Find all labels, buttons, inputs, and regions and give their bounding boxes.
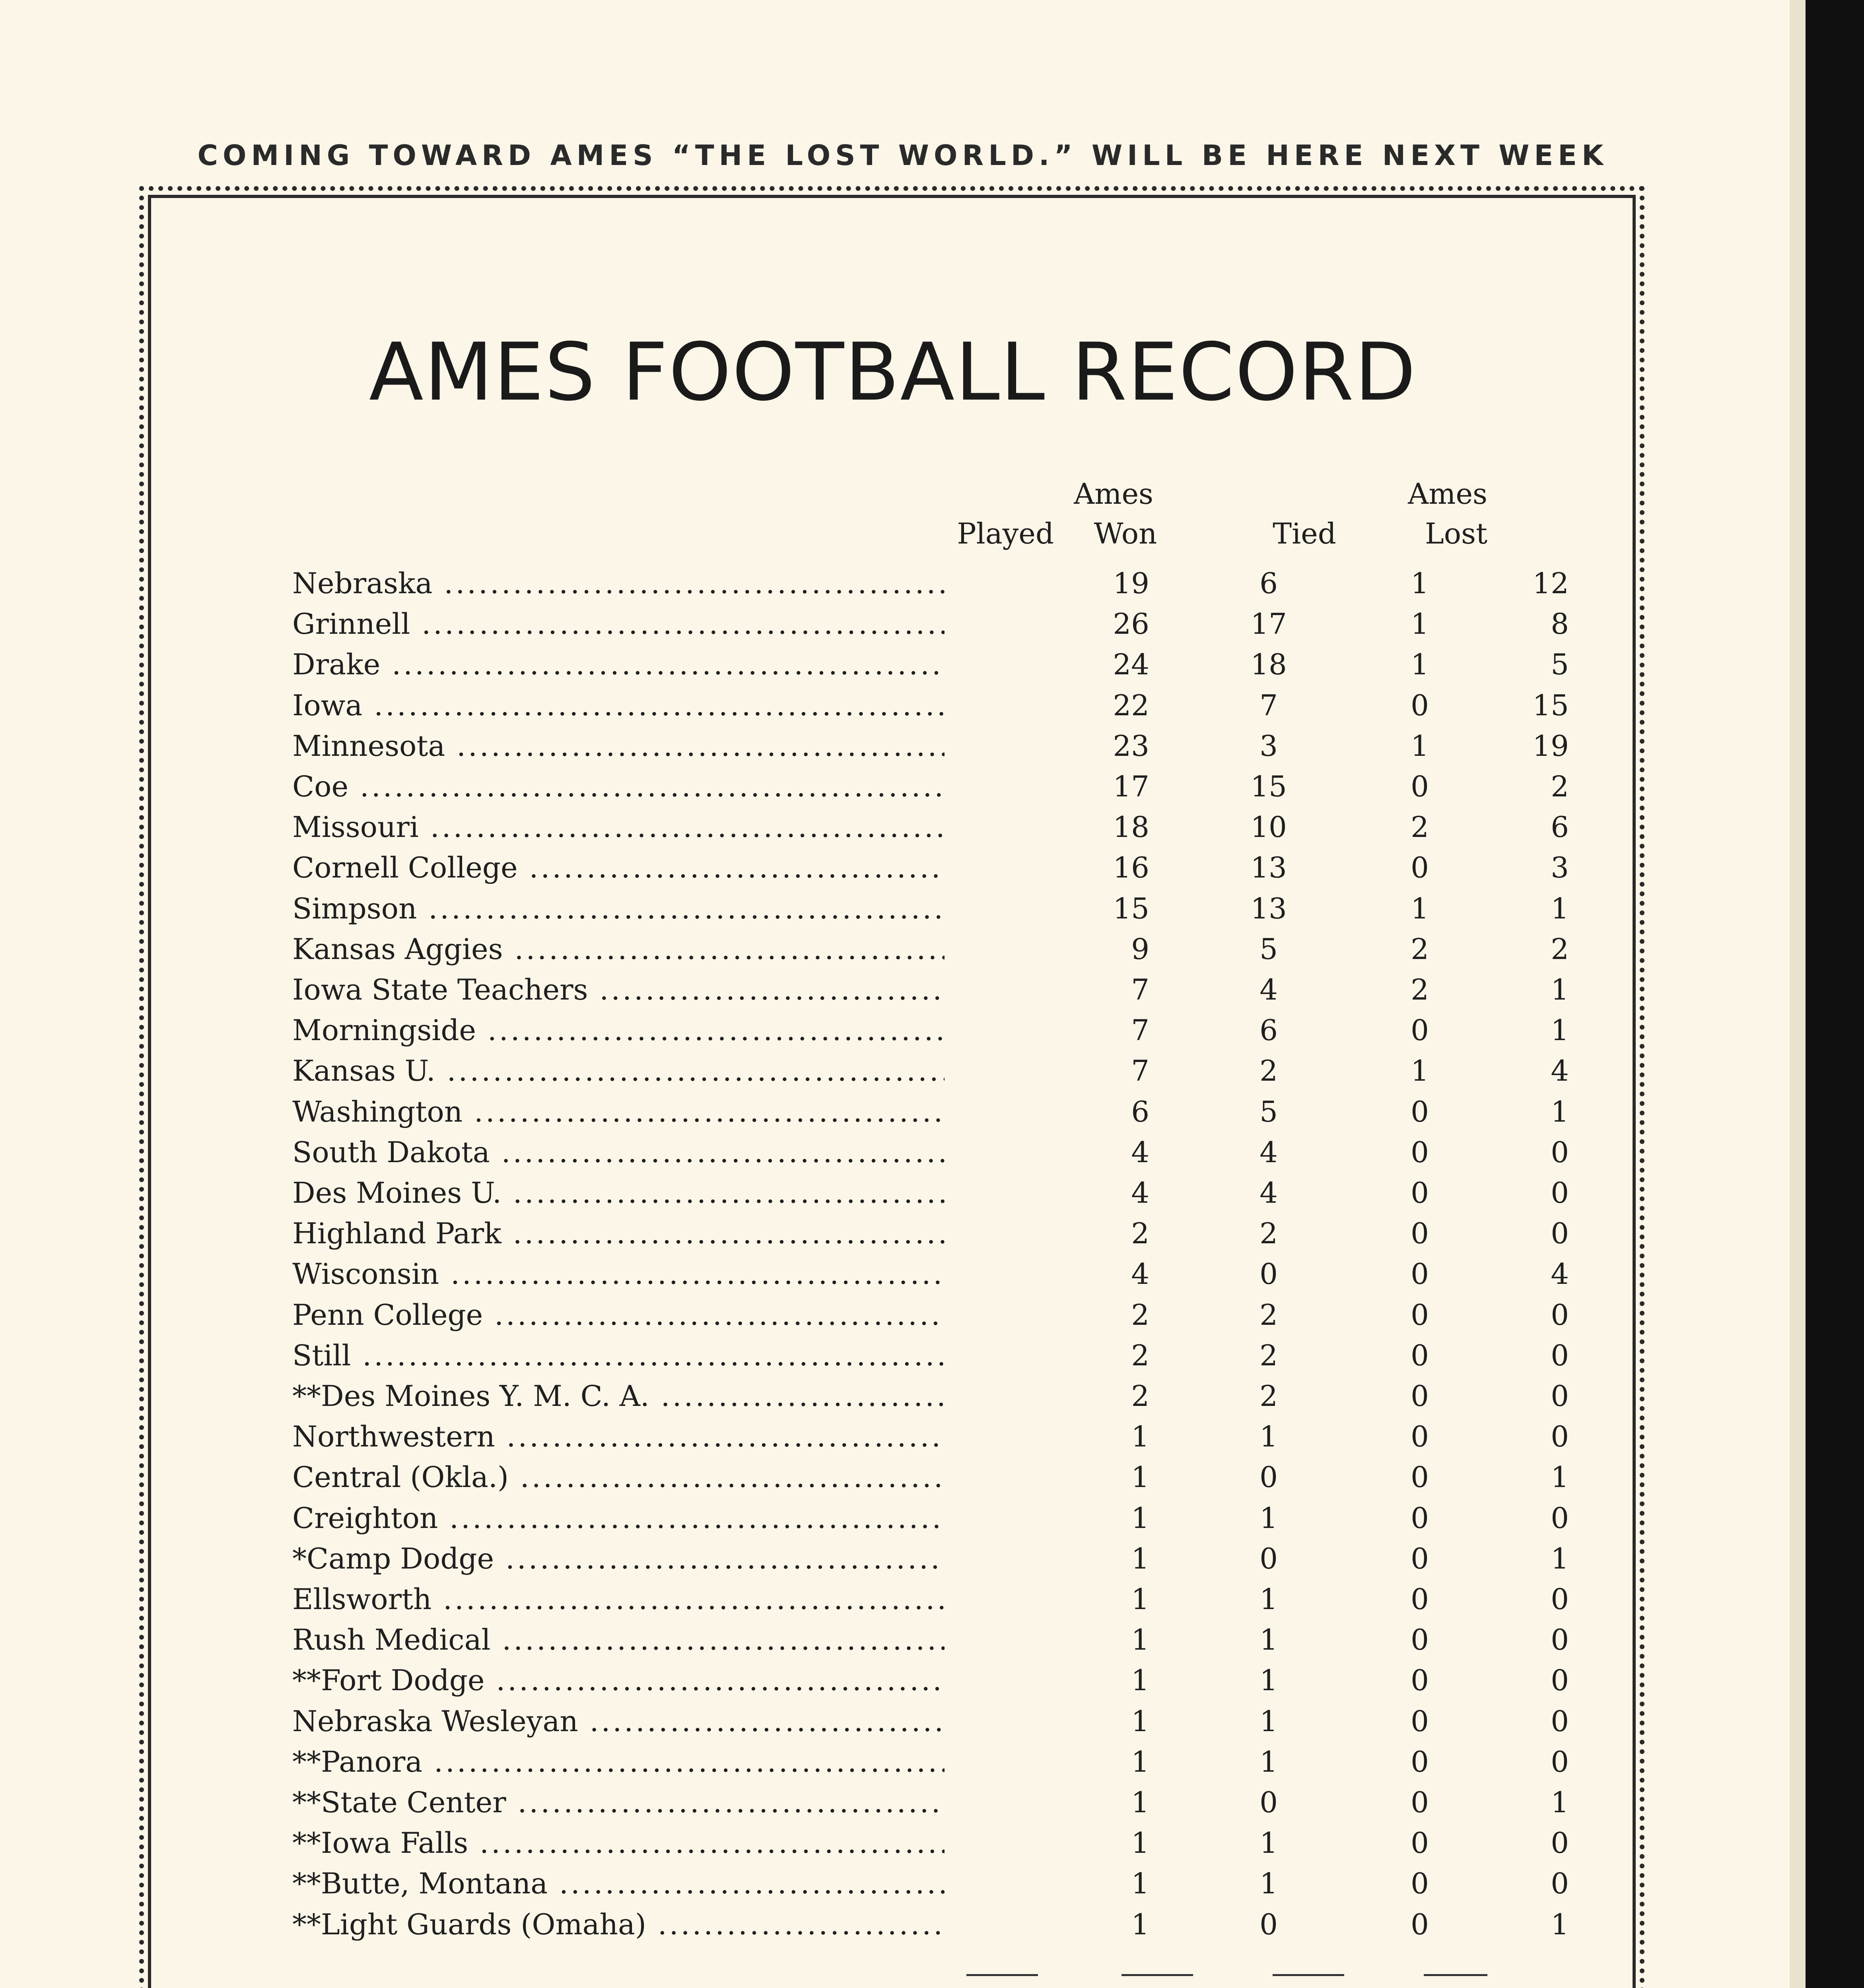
team-name: Missouri ..... [292, 810, 945, 844]
table-row [292, 729, 1569, 769]
lost-cell: 0 [1551, 1501, 1569, 1535]
tied-cell: 1 [1411, 729, 1429, 763]
team-name: Kansas U. ..... [292, 1054, 945, 1087]
table-row [292, 973, 1569, 1013]
won-cell: 5 [1260, 932, 1278, 966]
played-cell: 1 [1131, 1664, 1149, 1697]
tied-cell: 0 [1411, 1460, 1429, 1494]
played-cell: 4 [1131, 1136, 1149, 1169]
table-row [292, 1054, 1569, 1094]
table-row [292, 1298, 1569, 1338]
tied-cell: 0 [1411, 1582, 1429, 1616]
tied-cell: 1 [1411, 1054, 1429, 1087]
table-row [292, 892, 1569, 932]
played-cell: 1 [1131, 1867, 1149, 1900]
lost-cell: 1 [1551, 1013, 1569, 1047]
played-cell: 1 [1131, 1460, 1149, 1494]
table-row [292, 851, 1569, 891]
lost-cell: 0 [1551, 1176, 1569, 1209]
played-cell: 24 [1113, 648, 1149, 681]
played-cell: 1 [1131, 1420, 1149, 1453]
tied-cell: 1 [1411, 607, 1429, 641]
table-row [292, 1095, 1569, 1135]
tied-cell: 0 [1411, 1542, 1429, 1575]
lost-cell: 0 [1551, 1623, 1569, 1656]
table-row [292, 1339, 1569, 1378]
total-rule-tied [1273, 1974, 1344, 1976]
col-header-won-top: Ames [1074, 477, 1153, 511]
tied-cell: 0 [1411, 1786, 1429, 1819]
table-row [292, 1460, 1569, 1500]
won-cell: 7 [1260, 689, 1278, 722]
tied-cell: 0 [1411, 1623, 1429, 1656]
won-cell: 1 [1260, 1867, 1278, 1900]
team-name: **Des Moines Y. M. C. A. ..... [292, 1379, 945, 1413]
table-row [292, 1908, 1569, 1947]
lost-cell: 3 [1551, 851, 1569, 884]
played-cell: 7 [1131, 973, 1149, 1006]
table-row [292, 1420, 1569, 1460]
team-name: Cornell College ..... [292, 851, 945, 884]
team-name: *Camp Dodge ..... [292, 1542, 945, 1575]
played-cell: 1 [1131, 1582, 1149, 1616]
total-rule-lost [1424, 1974, 1487, 1976]
won-cell: 6 [1260, 567, 1278, 600]
played-cell: 17 [1113, 770, 1149, 803]
tied-cell: 2 [1411, 810, 1429, 844]
team-name: **Fort Dodge ..... [292, 1664, 945, 1697]
table-row [292, 607, 1569, 647]
col-header-played: Played [957, 517, 1054, 550]
tied-cell: 0 [1411, 851, 1429, 884]
won-cell: 2 [1260, 1217, 1278, 1250]
team-name: Ellsworth ..... [292, 1582, 945, 1616]
played-cell: 7 [1131, 1013, 1149, 1047]
table-row [292, 689, 1569, 728]
table-row [292, 1013, 1569, 1053]
played-cell: 1 [1131, 1826, 1149, 1860]
lost-cell: 1 [1551, 1908, 1569, 1941]
lost-cell: 6 [1551, 810, 1569, 844]
won-cell: 1 [1260, 1664, 1278, 1697]
team-name: Des Moines U. ..... [292, 1176, 945, 1209]
won-cell: 1 [1260, 1623, 1278, 1656]
team-name: Iowa State Teachers ..... [292, 973, 945, 1006]
lost-cell: 8 [1551, 607, 1569, 641]
won-cell: 0 [1260, 1257, 1278, 1291]
won-cell: 0 [1260, 1460, 1278, 1494]
won-cell: 0 [1260, 1542, 1278, 1575]
tied-cell: 0 [1411, 1136, 1429, 1169]
lost-cell: 4 [1551, 1257, 1569, 1291]
lost-cell: 1 [1551, 1786, 1569, 1819]
lost-cell: 1 [1551, 973, 1569, 1006]
tied-cell: 0 [1411, 1013, 1429, 1047]
tied-cell: 0 [1411, 1908, 1429, 1941]
team-name: South Dakota ..... [292, 1136, 945, 1169]
won-cell: 1 [1260, 1501, 1278, 1535]
played-cell: 22 [1113, 689, 1149, 722]
table-row [292, 1379, 1569, 1419]
played-cell: 2 [1131, 1379, 1149, 1413]
lost-cell: 0 [1551, 1826, 1569, 1860]
won-cell: 4 [1260, 1136, 1278, 1169]
team-name: **State Center ..... [292, 1786, 945, 1819]
col-header-tied: Tied [1273, 517, 1336, 550]
won-cell: 2 [1260, 1298, 1278, 1332]
lost-cell: 15 [1532, 689, 1569, 722]
tied-cell: 0 [1411, 1826, 1429, 1860]
played-cell: 4 [1131, 1176, 1149, 1209]
team-name: Coe ..... [292, 770, 945, 803]
played-cell: 7 [1131, 1054, 1149, 1087]
total-rule-played [966, 1974, 1038, 1976]
page-title: AMES FOOTBALL RECORD [369, 326, 1417, 419]
tied-cell: 0 [1411, 1379, 1429, 1413]
lost-cell: 0 [1551, 1136, 1569, 1169]
played-cell: 2 [1131, 1298, 1149, 1332]
played-cell: 4 [1131, 1257, 1149, 1291]
played-cell: 15 [1113, 892, 1149, 925]
won-cell: 3 [1260, 729, 1278, 763]
team-name: Still ..... [292, 1339, 945, 1372]
lost-cell: 0 [1551, 1420, 1569, 1453]
lost-cell: 0 [1551, 1745, 1569, 1778]
table-row [292, 1501, 1569, 1541]
won-cell: 13 [1250, 851, 1287, 884]
tied-cell: 2 [1411, 932, 1429, 966]
lost-cell: 4 [1551, 1054, 1569, 1087]
table-row [292, 648, 1569, 687]
tied-cell: 0 [1411, 1745, 1429, 1778]
lost-cell: 0 [1551, 1339, 1569, 1372]
won-cell: 0 [1260, 1786, 1278, 1819]
lost-cell: 0 [1551, 1582, 1569, 1616]
lost-cell: 1 [1551, 1542, 1569, 1575]
team-name: Highland Park ..... [292, 1217, 945, 1250]
tied-cell: 1 [1411, 892, 1429, 925]
played-cell: 1 [1131, 1623, 1149, 1656]
won-cell: 5 [1260, 1095, 1278, 1128]
table-row [292, 1664, 1569, 1703]
won-cell: 0 [1260, 1908, 1278, 1941]
total-rule-won [1122, 1974, 1193, 1976]
header-note: COMING TOWARD AMES “THE LOST WORLD.” WILL BE HERE NEXT WEEK [197, 139, 1608, 172]
team-name: Central (Okla.) ..... [292, 1460, 945, 1494]
won-cell: 13 [1250, 892, 1287, 925]
won-cell: 18 [1250, 648, 1287, 681]
table-row [292, 1705, 1569, 1744]
col-header-lost: Lost [1425, 517, 1487, 550]
team-name: **Light Guards (Omaha) ..... [292, 1908, 945, 1941]
lost-cell: 0 [1551, 1298, 1569, 1332]
won-cell: 10 [1250, 810, 1287, 844]
won-cell: 1 [1260, 1582, 1278, 1616]
played-cell: 2 [1131, 1217, 1149, 1250]
tied-cell: 0 [1411, 1298, 1429, 1332]
tied-cell: 0 [1411, 1705, 1429, 1738]
team-name: Rush Medical ..... [292, 1623, 945, 1656]
table-row [292, 1542, 1569, 1582]
tied-cell: 1 [1411, 648, 1429, 681]
played-cell: 23 [1113, 729, 1149, 763]
team-name: Grinnell ..... [292, 607, 945, 641]
played-cell: 9 [1131, 932, 1149, 966]
tied-cell: 0 [1411, 1501, 1429, 1535]
played-cell: 1 [1131, 1745, 1149, 1778]
page-edge-shade [1790, 0, 1806, 1988]
lost-cell: 12 [1532, 567, 1569, 600]
table-row [292, 1136, 1569, 1175]
played-cell: 1 [1131, 1542, 1149, 1575]
lost-cell: 5 [1551, 648, 1569, 681]
lost-cell: 0 [1551, 1664, 1569, 1697]
tied-cell: 0 [1411, 689, 1429, 722]
team-name: Minnesota ..... [292, 729, 945, 763]
team-name: Simpson ..... [292, 892, 945, 925]
col-header-won: Won [1094, 517, 1157, 550]
won-cell: 4 [1260, 1176, 1278, 1209]
lost-cell: 0 [1551, 1705, 1569, 1738]
played-cell: 6 [1131, 1095, 1149, 1128]
team-name: **Panora ..... [292, 1745, 945, 1778]
table-row [292, 1217, 1569, 1256]
played-cell: 2 [1131, 1339, 1149, 1372]
team-name: Morningside ..... [292, 1013, 945, 1047]
team-name: Penn College ..... [292, 1298, 945, 1332]
won-cell: 17 [1250, 607, 1287, 641]
won-cell: 2 [1260, 1339, 1278, 1372]
lost-cell: 1 [1551, 1095, 1569, 1128]
lost-cell: 0 [1551, 1867, 1569, 1900]
played-cell: 1 [1131, 1786, 1149, 1819]
won-cell: 1 [1260, 1826, 1278, 1860]
played-cell: 1 [1131, 1501, 1149, 1535]
played-cell: 1 [1131, 1705, 1149, 1738]
lost-cell: 2 [1551, 770, 1569, 803]
col-header-lost-top: Ames [1408, 477, 1487, 511]
tied-cell: 2 [1411, 973, 1429, 1006]
team-name: **Butte, Montana ..... [292, 1867, 945, 1900]
table-row [292, 1867, 1569, 1906]
won-cell: 2 [1260, 1379, 1278, 1413]
tied-cell: 0 [1411, 1339, 1429, 1372]
won-cell: 15 [1250, 770, 1287, 803]
tied-cell: 0 [1411, 1176, 1429, 1209]
team-name: Creighton ..... [292, 1501, 945, 1535]
won-cell: 6 [1260, 1013, 1278, 1047]
tied-cell: 0 [1411, 1664, 1429, 1697]
played-cell: 19 [1113, 567, 1149, 600]
tied-cell: 0 [1411, 770, 1429, 803]
lost-cell: 1 [1551, 1460, 1569, 1494]
tied-cell: 0 [1411, 1867, 1429, 1900]
won-cell: 1 [1260, 1705, 1278, 1738]
played-cell: 26 [1113, 607, 1149, 641]
team-name: **Iowa Falls ..... [292, 1826, 945, 1860]
table-row [292, 567, 1569, 606]
team-name: Wisconsin ..... [292, 1257, 945, 1291]
table-row [292, 770, 1569, 810]
lost-cell: 2 [1551, 932, 1569, 966]
won-cell: 1 [1260, 1420, 1278, 1453]
played-cell: 1 [1131, 1908, 1149, 1941]
lost-cell: 0 [1551, 1217, 1569, 1250]
won-cell: 4 [1260, 973, 1278, 1006]
table-row [292, 1623, 1569, 1663]
table-row [292, 932, 1569, 972]
tied-cell: 1 [1411, 567, 1429, 600]
team-name: Kansas Aggies ..... [292, 932, 945, 966]
won-cell: 1 [1260, 1745, 1278, 1778]
team-name: Nebraska Wesleyan ..... [292, 1705, 945, 1738]
played-cell: 16 [1113, 851, 1149, 884]
lost-cell: 1 [1551, 892, 1569, 925]
team-name: Iowa ..... [292, 689, 945, 722]
tied-cell: 0 [1411, 1257, 1429, 1291]
lost-cell: 0 [1551, 1379, 1569, 1413]
tied-cell: 0 [1411, 1095, 1429, 1128]
won-cell: 2 [1260, 1054, 1278, 1087]
played-cell: 18 [1113, 810, 1149, 844]
team-name: Washington ..... [292, 1095, 945, 1128]
table-row [292, 1826, 1569, 1866]
table-row [292, 1582, 1569, 1622]
team-name: Northwestern ..... [292, 1420, 945, 1453]
table-row [292, 1176, 1569, 1216]
tied-cell: 0 [1411, 1217, 1429, 1250]
table-row [292, 810, 1569, 850]
table-row [292, 1745, 1569, 1785]
lost-cell: 19 [1532, 729, 1569, 763]
table-row [292, 1786, 1569, 1825]
team-name: Drake ..... [292, 648, 945, 681]
tied-cell: 0 [1411, 1420, 1429, 1453]
team-name: Nebraska ..... [292, 567, 945, 600]
scan-background-edge [1806, 0, 1864, 1988]
table-row [292, 1257, 1569, 1297]
